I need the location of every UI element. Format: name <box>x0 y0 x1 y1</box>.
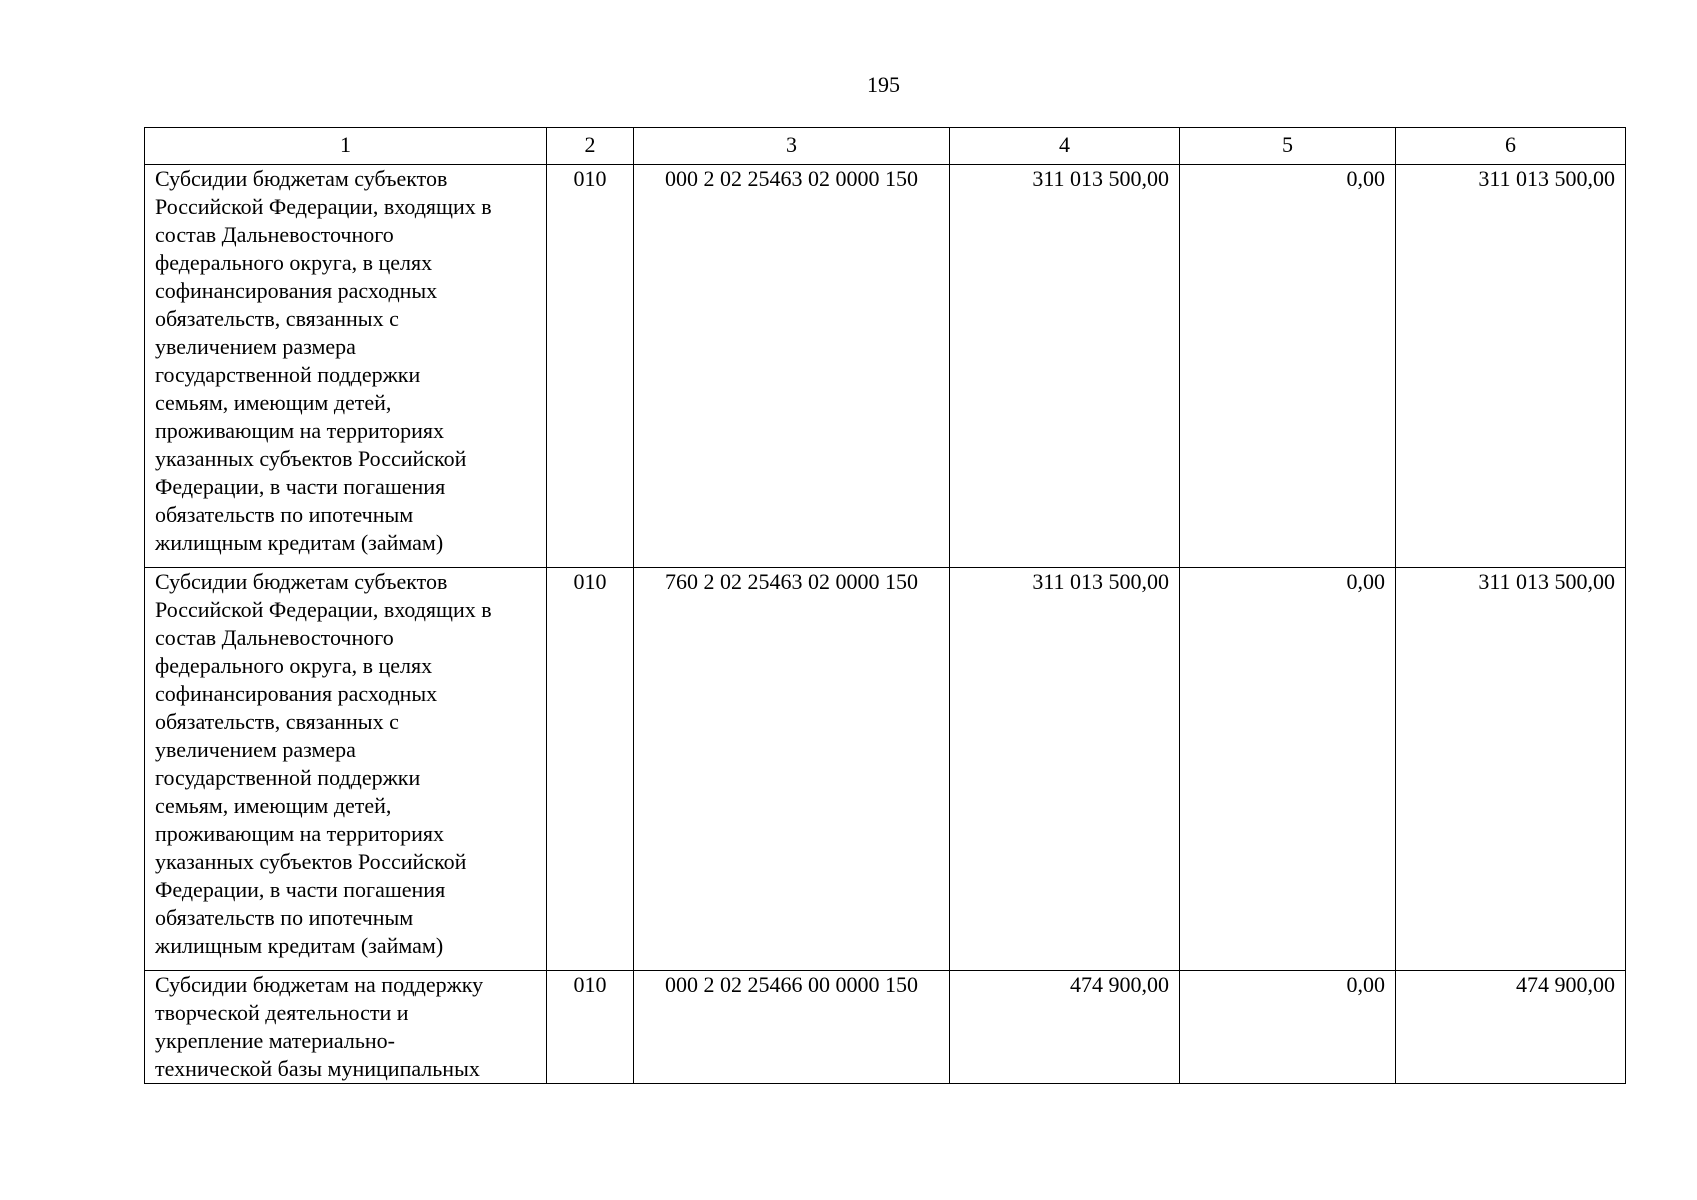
description-line: семьям, имеющим детей, <box>155 793 392 818</box>
cell-budget-code: 760 2 02 25463 02 0000 150 <box>634 568 950 971</box>
budget-table <box>144 127 1626 1084</box>
cell-code-010: 010 <box>547 568 634 971</box>
description-line: софинансирования расходных <box>155 278 438 303</box>
description-line: обязательств по ипотечным <box>155 502 414 527</box>
description-line: указанных субъектов Российской <box>155 849 467 874</box>
row-description <box>145 568 547 971</box>
row-description <box>145 971 547 1084</box>
description-line: государственной поддержки <box>155 765 421 790</box>
description-line: увеличением размера <box>155 737 356 762</box>
description-line: федерального округа, в целях <box>155 250 433 275</box>
cell-amount: 311 013 500,00 <box>950 165 1180 568</box>
table-header-row <box>145 128 1626 165</box>
page-number: 195 <box>867 72 900 97</box>
cell-amount: 474 900,00 <box>1396 971 1626 1084</box>
description-line: Федерации, в части погашения <box>155 877 446 902</box>
description-line: обязательств, связанных с <box>155 709 399 734</box>
column-header: 1 <box>145 128 547 165</box>
description-line: увеличением размера <box>155 334 356 359</box>
description-line: обязательств по ипотечным <box>155 905 414 930</box>
cell-amount: 311 013 500,00 <box>1396 568 1626 971</box>
description-line: семьям, имеющим детей, <box>155 390 392 415</box>
description-line: проживающим на территориях <box>155 418 445 443</box>
description-line: проживающим на территориях <box>155 821 445 846</box>
column-header: 4 <box>950 128 1180 165</box>
cell-budget-code: 000 2 02 25466 00 0000 150 <box>634 971 950 1084</box>
cell-amount: 311 013 500,00 <box>1396 165 1626 568</box>
column-header: 2 <box>547 128 634 165</box>
description-line: Российской Федерации, входящих в <box>155 194 492 219</box>
cell-code-010: 010 <box>547 971 634 1084</box>
description-line: Субсидии бюджетам субъектов <box>155 166 448 191</box>
table-row <box>145 971 1626 1084</box>
column-header: 3 <box>634 128 950 165</box>
cell-amount: 0,00 <box>1180 165 1396 568</box>
description-line: государственной поддержки <box>155 362 421 387</box>
description-line: Российской Федерации, входящих в <box>155 597 492 622</box>
description-line: софинансирования расходных <box>155 681 438 706</box>
cell-budget-code: 000 2 02 25463 02 0000 150 <box>634 165 950 568</box>
description-line: состав Дальневосточного <box>155 625 394 650</box>
column-header: 5 <box>1180 128 1396 165</box>
description-line: состав Дальневосточного <box>155 222 394 247</box>
description-line: Федерации, в части погашения <box>155 474 446 499</box>
description-line: Субсидии бюджетам на поддержку <box>155 972 484 997</box>
description-line: обязательств, связанных с <box>155 306 399 331</box>
description-line: технической базы муниципальных <box>155 1056 480 1081</box>
cell-amount: 474 900,00 <box>950 971 1180 1084</box>
row-description <box>145 165 547 568</box>
description-line: творческой деятельности и <box>155 1000 409 1025</box>
description-line: Субсидии бюджетам субъектов <box>155 569 448 594</box>
description-line: укрепление материально- <box>155 1028 395 1053</box>
column-header: 6 <box>1396 128 1626 165</box>
description-line: указанных субъектов Российской <box>155 446 467 471</box>
cell-code-010: 010 <box>547 165 634 568</box>
cell-amount: 0,00 <box>1180 568 1396 971</box>
description-line: жилищным кредитам (займам) <box>155 933 444 958</box>
description-line: жилищным кредитам (займам) <box>155 530 444 555</box>
description-line: федерального округа, в целях <box>155 653 433 678</box>
cell-amount: 0,00 <box>1180 971 1396 1084</box>
table-row <box>145 568 1626 971</box>
cell-amount: 311 013 500,00 <box>950 568 1180 971</box>
table-row <box>145 165 1626 568</box>
